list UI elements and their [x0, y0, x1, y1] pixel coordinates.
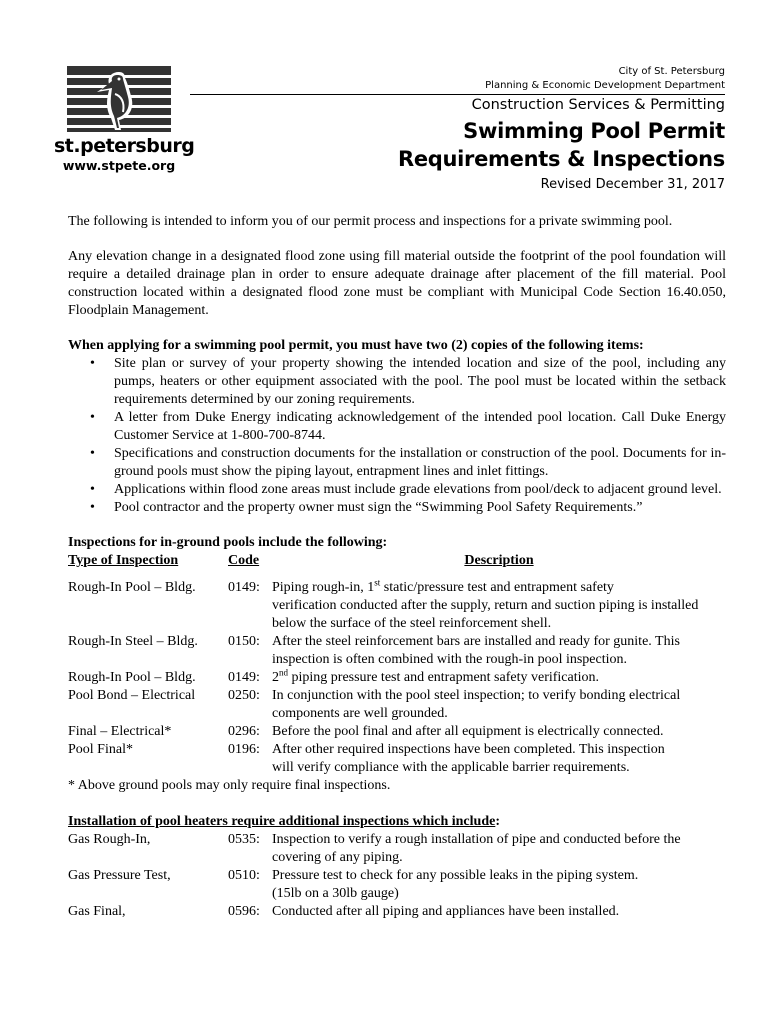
- table-row: Gas Rough-In, 0535: Inspection to verify a rough installation of pipe and conducted before the covering of any piping.: [68, 832, 681, 865]
- header-divider: [190, 94, 725, 95]
- title-line-2: Requirements & Inspections: [397, 147, 725, 171]
- list-item: • Applications within flood zone areas must include grade elevations from pool/deck to adjacent ground level.: [90, 482, 722, 497]
- city-name: City of St. Petersburg: [618, 66, 725, 77]
- title-line-1: Swimming Pool Permit: [463, 119, 725, 143]
- apply-items-list: [68, 355, 726, 517]
- heater-inspections-table: [68, 831, 726, 921]
- logo-wordmark: st.petersburg: [54, 135, 195, 157]
- division-name: Construction Services & Permitting: [471, 97, 725, 113]
- revised-date: Revised December 31, 2017: [540, 177, 725, 192]
- pelican-logo-icon: [67, 66, 171, 132]
- table-row: Pool Bond – Electrical 0250: In conjunction with the pool steel inspection; to verify bonding electrical components are well grounded.: [68, 688, 681, 721]
- heater-heading: Installation of pool heaters require additional inspections which include:: [68, 814, 500, 829]
- list-item: • Pool contractor and the property owner must sign the “Swimming Pool Safety Requirements.”: [90, 500, 643, 515]
- list-item: • Specifications and construction documents for the installation or construction of the pool. Documents for in-ground pools must show the piping layout, entrapment lines and inlet fittings.: [90, 446, 726, 479]
- list-item: • A letter from Duke Energy indicating acknowledgement of the intended pool location. Call Duke Energy Customer Service at 1-800-700-8744.: [90, 410, 726, 443]
- bullet-icon: •: [90, 356, 95, 371]
- table-row: Rough-In Pool – Bldg. 0149: 2nd piping pressure test and entrapment safety verification.: [68, 667, 600, 685]
- page-title: [398, 117, 725, 173]
- table-row: Gas Pressure Test, 0510: Pressure test to check for any possible leaks in the piping system. (15lb on a 30lb gauge): [68, 868, 639, 901]
- list-item: • Site plan or survey of your property showing the intended location and size of the pool, including any pumps, heaters or other equipment associated with the pool. The pool must be located within the setback requirements determined by our zoning requirements.: [90, 356, 726, 407]
- column-description: Description: [464, 553, 534, 568]
- city-logo: [54, 66, 195, 174]
- bullet-icon: •: [90, 446, 95, 461]
- footnote: * Above ground pools may only require final inspections.: [68, 778, 391, 793]
- intro-paragraph: The following is intended to inform you of our permit process and inspections for a private swimming pool.: [68, 214, 673, 229]
- bullet-icon: •: [90, 410, 95, 425]
- logo-url: www.stpete.org: [62, 158, 176, 173]
- table-row: Rough-In Steel – Bldg. 0150: After the steel reinforcement bars are installed and ready for gunite. This inspection is often combined with the rough-in pool inspection.: [68, 634, 680, 667]
- column-type: Type of Inspection: [68, 553, 179, 568]
- inground-heading: Inspections for in-ground pools include the following:: [68, 535, 388, 550]
- flood-zone-paragraph: Any elevation change in a designated flood zone using fill material outside the footprint of the pool foundation will require a detailed drainage plan in order to ensure adequate drainage after placement of the fill material. Pool construction located within a designated flood zone must be compliant with Municipal Code Section 16.40.050, Floodplain Management.: [68, 249, 726, 318]
- inspections-table: [68, 552, 726, 795]
- apply-heading: When applying for a swimming pool permit, you must have two (2) copies of the following items:: [68, 338, 644, 353]
- department-name: Planning & Economic Development Department: [485, 80, 725, 91]
- table-row: Pool Final* 0196: After other required inspections have been completed. This inspection will verify compliance with the applicable barrier requirements.: [68, 742, 665, 775]
- document-body: [68, 213, 726, 921]
- table-row: Rough-In Pool – Bldg. 0149: Piping rough-in, 1st static/pressure test and entrapment safety verification conducted after the supply, return and suction piping is installed below the surface of the steel reinforcement shell.: [68, 577, 699, 631]
- bullet-icon: •: [90, 500, 95, 515]
- table-row: Gas Final, 0596: Conducted after all piping and appliances have been installed.: [68, 904, 620, 919]
- bullet-icon: •: [90, 482, 95, 497]
- table-row: Final – Electrical* 0296: Before the pool final and after all equipment is electrically connected.: [68, 724, 664, 739]
- table-header-row: [68, 552, 726, 570]
- column-code: Code: [228, 553, 260, 568]
